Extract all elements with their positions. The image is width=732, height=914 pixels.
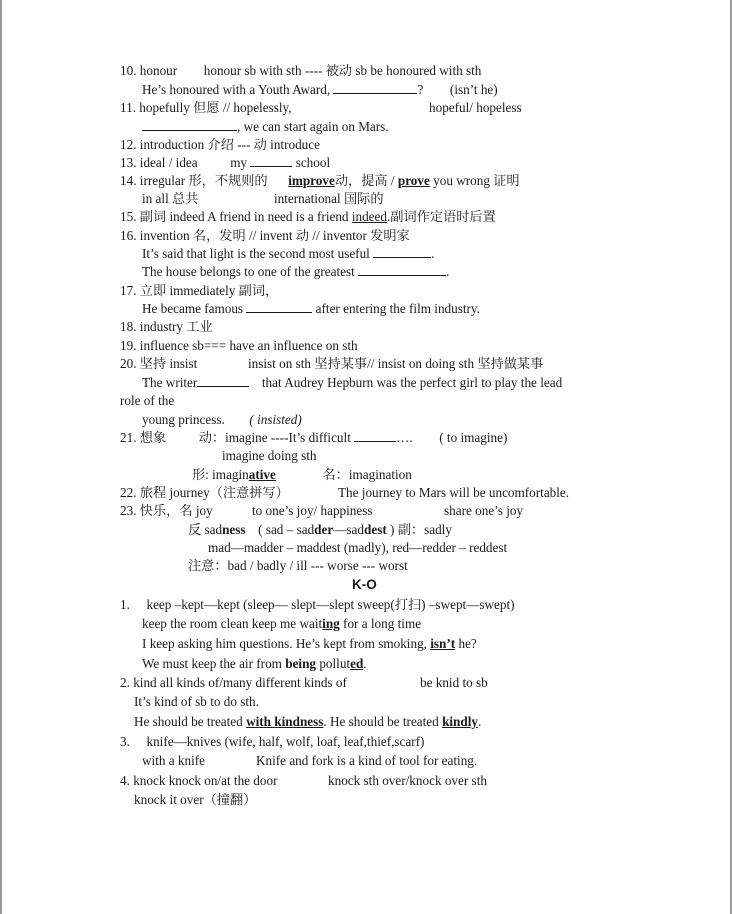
item-12: 12. introduction 介绍 --- 动 introduce	[120, 137, 320, 152]
item-14-international: international 国际的	[274, 191, 384, 206]
item-16-line-1: 16. invention 名，发明 // invent 动 // inventor 发明家	[120, 228, 410, 243]
item-16-line-3: The house belongs to one of the greatest .	[142, 264, 450, 279]
ko-item-4-line-1: 4. knock knock on/at the door	[120, 773, 278, 788]
item-13: 13. ideal / idea my school	[120, 155, 331, 170]
item-19: 19. influence sb=== have an influence on sth	[120, 338, 358, 353]
section-heading-k-o: K-O	[352, 577, 377, 592]
ko-item-3-line-1: 3. knife—knives (wife, half, wolf, loaf, leaf,thief,scarf)	[120, 734, 425, 749]
ko-item-2-line-1: 2. kind all kinds of/many different kinds of	[120, 675, 347, 690]
fill-blank	[333, 81, 417, 94]
item-23-line-4: 注意：bad / badly / ill --- worse --- worst	[188, 558, 408, 573]
ko-item-1-line-3: I keep asking him questions. He’s kept from smoking, isn’t he?	[142, 636, 477, 651]
fill-blank	[358, 263, 446, 276]
item-11-line-1: 11. hopefully 但愿 // hopelessly,	[120, 100, 292, 115]
item-11-line-2: , we can start again on Mars.	[142, 118, 389, 136]
ko-item-4-knock-over: knock sth over/knock over sth	[328, 773, 487, 788]
ko-item-1-line-1: 1. keep –kept—kept (sleep— slept—slept sweep(打扫) –swept—swept)	[120, 597, 515, 612]
ko-item-1-line-4: We must keep the air from being polluted.	[142, 656, 367, 671]
item-20-line-3: role of the	[120, 393, 175, 408]
ko-item-4-line-2: knock it over（撞翻）	[134, 792, 257, 807]
item-14-line-2: in all 总共	[142, 191, 199, 206]
item-23-line-3: mad—madder – maddest (madly), red—redder – reddest	[208, 540, 508, 555]
fill-blank	[142, 118, 237, 131]
item-22-sentence: The journey to Mars will be uncomfortable.	[338, 485, 570, 500]
item-16-line-2: It’s said that light is the second most useful .	[142, 246, 435, 261]
item-23-line-2: 反 sadness ( sad – sadder—saddest ) 副：sadly	[188, 522, 452, 537]
item-17-line-1: 17. 立即 immediately 副词，	[120, 283, 279, 298]
fill-blank	[246, 300, 312, 313]
item-21-line-2: imagine doing sth	[222, 448, 317, 463]
item-23-share-joy: share one’s joy	[444, 503, 524, 518]
item-20-line-1: 20. 坚持 insist	[120, 356, 198, 371]
item-11-hopeful: hopeful/ hopeless	[429, 100, 522, 115]
item-23-to-ones-joy: to one’s joy/ happiness	[252, 503, 373, 518]
item-10-line-2: He’s honoured with a Youth Award, ? (isn’t he)	[142, 82, 498, 97]
item-21-line-1: 21. 想象 动：imagine ----It’s difficult …. ( to imagine)	[120, 430, 508, 445]
fill-blank	[354, 429, 396, 442]
ko-item-2-be-kind: be knid to sb	[420, 675, 488, 690]
item-14-line-1: 14. irregular 形，不规则的 improve动，提高 / prove you wrong 证明	[120, 173, 520, 188]
item-20-insist-on: insist on sth 坚持某事// insist on doing sth 坚持做某事	[248, 356, 544, 371]
ko-item-2-line-3: He should be treated with kindness. He should be treated kindly.	[134, 714, 482, 729]
fill-blank	[250, 154, 292, 167]
item-20-line-4: young princess. ( insisted)	[142, 412, 302, 427]
ko-item-2-line-2: It’s kind of sb to do sth.	[134, 694, 259, 709]
ko-item-3-line-2: with a knife	[142, 753, 205, 768]
item-21-line-3: 形: imaginative 名：imagination	[192, 467, 412, 482]
ko-item-3-knife-fork: Knife and fork is a kind of tool for eating.	[256, 753, 478, 768]
ko-item-1-line-2: keep the room clean keep me waiting for a long time	[142, 616, 422, 631]
item-17-line-2: He became famous after entering the film industry.	[142, 301, 480, 316]
fill-blank	[373, 245, 431, 258]
item-23-line-1: 23. 快乐，名 joy	[120, 503, 213, 518]
fill-blank	[197, 374, 249, 387]
item-20-line-2: The writer that Audrey Hepburn was the perfect girl to play the lead	[142, 375, 563, 390]
item-15: 15. 副词 indeed A friend in need is a friend indeed.副词作定语时后置	[120, 209, 496, 224]
item-22: 22. 旅程 journey（注意拼写）	[120, 485, 289, 500]
item-18: 18. industry 工业	[120, 319, 213, 334]
item-10-line-1: 10. honour honour sb with sth ---- 被动 sb be honoured with sth	[120, 63, 482, 78]
